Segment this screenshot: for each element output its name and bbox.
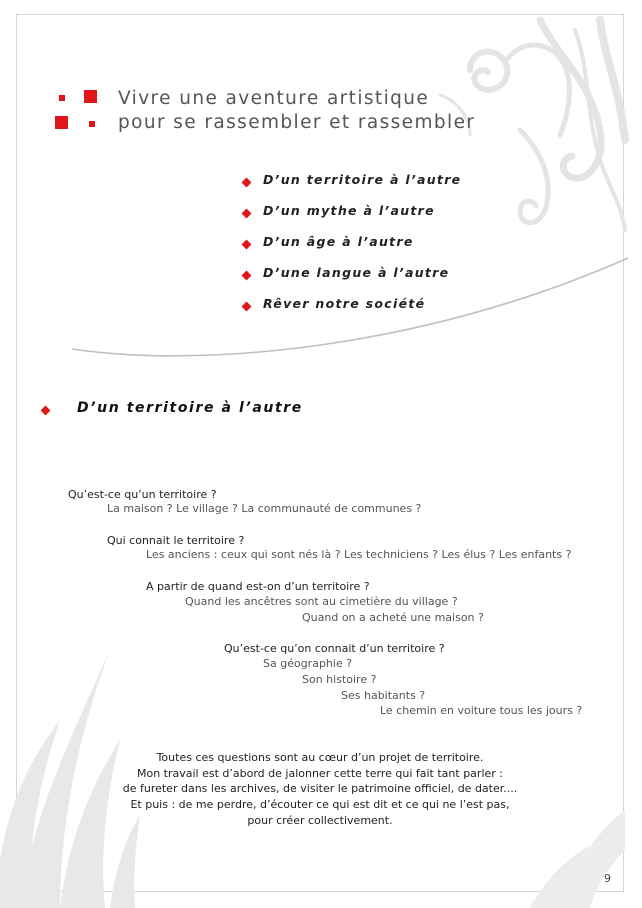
closing-line: pour créer collectivement. [247,813,393,827]
headline-line-1: Vivre une aventure artistique [118,88,430,109]
headline-line-2: pour se rassembler et rassembler [118,112,476,133]
leaf-ornament [110,815,140,908]
answer-text: Quand on a acheté une maison ? [302,611,484,624]
toc-item-label: Rêver notre société [263,296,426,311]
toc-item-label: D’une langue à l’autre [263,265,450,280]
closing-line: Et puis : de me perdre, d’écouter ce qui est dit et ce qui ne l’est pas, [130,798,510,812]
red-square-icon [84,90,97,103]
toc-item-label: D’un mythe à l’autre [263,203,435,218]
question-text: A partir de quand est-on d’un territoire ? [146,580,370,593]
leaf-ornament [560,810,625,908]
swirl-ornament [470,52,507,90]
question-text: Qu’est-ce qu’on connait d’un territoire ? [224,642,445,655]
answer-text: Son histoire ? [302,673,377,686]
red-square-icon [59,95,65,101]
red-square-icon [55,116,68,129]
closing-line: Toutes ces questions sont au cœur d’un projet de territoire. [156,751,484,764]
answer-text: Quand les ancêtres sont au cimetière du village ? [185,595,458,608]
closing-line: de fureter dans les archives, de visiter le patrimoine officiel, de dater.... [122,782,518,796]
answer-text: Ses habitants ? [341,689,426,702]
answer-text: Sa géographie ? [263,657,353,670]
swirl-ornament [505,45,569,135]
closing-paragraph [100,750,540,829]
swirl-ornament [600,20,625,140]
red-square-icon [89,121,95,127]
question-text: Qu’est-ce qu’un territoire ? [68,488,217,501]
page-number: 9 [604,872,611,885]
headline [118,87,475,135]
toc-item-label: D’un territoire à l’autre [263,172,462,187]
answer-text: Le chemin en voiture tous les jours ? [380,704,583,717]
toc-item-label: D’un âge à l’autre [263,234,414,249]
answer-text: La maison ? Le village ? La communauté de communes ? [107,502,422,515]
question-text: Qui connait le territoire ? [107,534,245,547]
answer-text: Les anciens : ceux qui sont nés là ? Les techniciens ? Les élus ? Les enfants ? [146,548,572,561]
swirl-ornament [520,130,548,223]
closing-line: Mon travail est d’abord de jalonner cette terre qui fait tant parler : [136,766,503,780]
section-title: D’un territoire à l’autre [77,400,303,416]
